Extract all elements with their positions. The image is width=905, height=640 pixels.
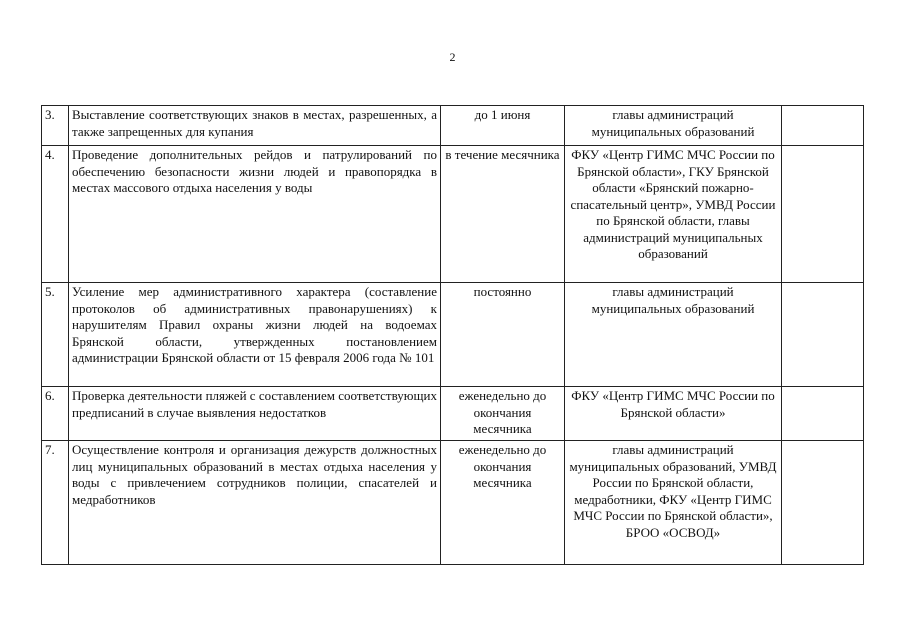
row-number: 3.	[42, 106, 69, 146]
note-cell	[782, 283, 864, 387]
measures-table	[41, 105, 864, 565]
row-number: 4.	[42, 146, 69, 283]
measure-description: Проверка деятельности пляжей с составлением соответствующих предписаний в случае выявления недостатков	[69, 387, 441, 441]
responsible-cell: ФКУ «Центр ГИМС МЧС России по Брянской области», ГКУ Брянской области «Брянский пожарно-спасательный центр», УМВД России по Брянской области, главы администраций муниципальных образований	[565, 146, 782, 283]
note-cell	[782, 146, 864, 283]
deadline-cell: еженедельно до окончания месячника	[441, 387, 565, 441]
deadline-cell: в течение месячника	[441, 146, 565, 283]
page-number: 2	[449, 50, 456, 64]
note-cell	[782, 387, 864, 441]
table-row	[42, 146, 864, 283]
note-cell	[782, 441, 864, 565]
row-number: 5.	[42, 283, 69, 387]
row-number: 7.	[42, 441, 69, 565]
deadline-cell: до 1 июня	[441, 106, 565, 146]
deadline-cell: еженедельно до окончания месячника	[441, 441, 565, 565]
table-row	[42, 106, 864, 146]
table-row	[42, 283, 864, 387]
responsible-cell: ФКУ «Центр ГИМС МЧС России по Брянской области»	[565, 387, 782, 441]
measure-description: Усиление мер административного характера (составление протоколов об административных правонарушениях) к нарушителям Правил охраны жизни людей на водоемах Брянской области, утвержденных постановлением администрации Брянской области от 15 февраля 2006 года № 101	[69, 283, 441, 387]
note-cell	[782, 106, 864, 146]
responsible-cell: главы администраций муниципальных образований	[565, 283, 782, 387]
table-row	[42, 387, 864, 441]
deadline-cell: постоянно	[441, 283, 565, 387]
measure-description: Проведение дополнительных рейдов и патрулирований по обеспечению безопасности жизни людей и правопорядка в местах массового отдыха населения у воды	[69, 146, 441, 283]
measure-description: Выставление соответствующих знаков в местах, разрешенных, а также запрещенных для купания	[69, 106, 441, 146]
table-row	[42, 441, 864, 565]
measure-description: Осуществление контроля и организация дежурств должностных лиц муниципальных образований в местах отдыха населения у воды с привлечением сотрудников полиции, спасателей и медработников	[69, 441, 441, 565]
responsible-cell: главы администраций муниципальных образований, УМВД России по Брянской области, медработники, ФКУ «Центр ГИМС МЧС России по Брянской области», БРОО «ОСВОД»	[565, 441, 782, 565]
row-number: 6.	[42, 387, 69, 441]
responsible-cell: главы администраций муниципальных образований	[565, 106, 782, 146]
